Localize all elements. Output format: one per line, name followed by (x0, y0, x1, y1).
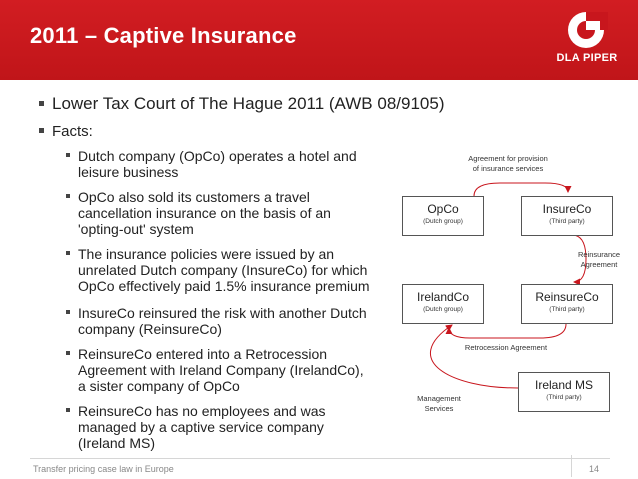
opco-box (402, 196, 484, 236)
management-label-line2: Services (424, 404, 454, 413)
reinsurance-label-line1: Reinsurance (577, 250, 621, 259)
page-number: 14 (589, 464, 600, 474)
agreement-label-line2: of insurance services (472, 164, 544, 173)
management-label-line1: Management (417, 394, 461, 403)
fact-line: company (ReinsureCo) (78, 321, 222, 337)
insureco-name: InsureCo (542, 202, 592, 216)
fact-line: The insurance policies were issued by an (78, 246, 335, 262)
opco-name: OpCo (427, 202, 459, 216)
arrow-opco-to-insureco (474, 183, 568, 196)
page-number-divider (571, 455, 572, 477)
fact-line: OpCo also sold its customers a travel (78, 189, 310, 205)
management-label (404, 394, 474, 414)
retrocession-label: Retrocession Agreement (464, 343, 548, 352)
fact-line: InsureCo reinsured the risk with another Dutch (78, 305, 367, 321)
fact-line: Dutch company (OpCo) operates a hotel and (78, 148, 357, 164)
footer-text: Transfer pricing case law in Europe (33, 464, 174, 474)
fact-line: unrelated Dutch company (InsureCo) for which (78, 262, 368, 278)
reinsureco-box (521, 284, 613, 324)
arrow-reinsureco-to-irelandco (449, 324, 566, 338)
fact-line: Agreement with Ireland Company (IrelandCo), (78, 362, 364, 378)
fact-line: (Ireland MS) (78, 435, 156, 451)
fact-line: leisure business (78, 164, 179, 180)
reinsureco-sub: (Third party) (549, 306, 585, 313)
reinsurance-label (566, 250, 632, 270)
fact-line: ReinsureCo entered into a Retrocession (78, 346, 328, 362)
footer-divider (30, 458, 610, 459)
arrow-irelandms-to-reinsureco (430, 325, 518, 388)
insureco-sub: (Third party) (549, 218, 585, 225)
reinsureco-name: ReinsureCo (535, 290, 599, 304)
facts-label: Facts: (52, 123, 93, 140)
fact-line: 'opting-out' system (78, 221, 194, 237)
agreement-label-line1: Agreement for provision (468, 154, 548, 163)
irelandco-name: IrelandCo (416, 290, 470, 304)
irelandms-name: Ireland MS (534, 378, 594, 392)
irelandco-box (402, 284, 484, 324)
irelandms-box (518, 372, 610, 412)
irelandco-sub: (Dutch group) (423, 306, 463, 313)
logo-text: DLA PIPER (556, 52, 618, 64)
opco-sub: (Dutch group) (423, 218, 463, 225)
case-heading: Lower Tax Court of The Hague 2011 (AWB 08/9105) (52, 94, 445, 113)
irelandms-sub: (Third party) (546, 394, 582, 401)
fact-line: OpCo effectively paid 1.5% insurance premium (78, 278, 370, 294)
fact-line: ReinsureCo has no employees and was (78, 403, 326, 419)
fact-line: a sister company of OpCo (78, 378, 240, 394)
fact-line: cancellation insurance on the basis of an (78, 205, 331, 221)
reinsurance-label-line2: Agreement (580, 260, 618, 269)
agreement-label (448, 154, 568, 174)
insureco-box (521, 196, 613, 236)
slide-title: 2011 – Captive Insurance (30, 23, 297, 48)
fact-line: managed by a captive service company (78, 419, 324, 435)
